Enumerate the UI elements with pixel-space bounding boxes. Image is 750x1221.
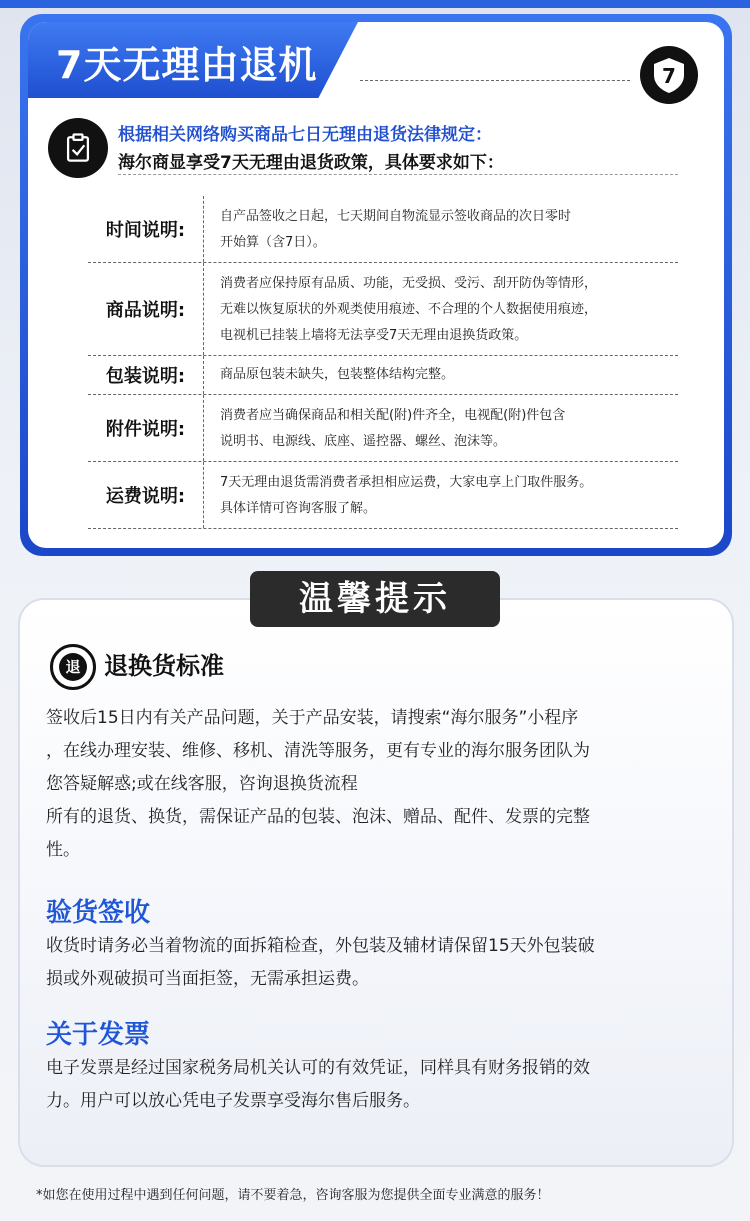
text-line: 收货时请务必当着物流的面拆箱检查，外包装及辅材请保留15天外包装破 — [46, 936, 595, 956]
invoice-text — [46, 1052, 716, 1118]
table-row — [88, 395, 678, 462]
row-text — [204, 395, 678, 461]
row-line: 电视机已挂装上墙将无法享受7天无理由退换货政策。 — [220, 328, 528, 343]
row-line: 自产品签收之日起，七天期间自物流显示签收商品的次日零时 — [220, 209, 572, 224]
row-label: 商品说明: — [88, 263, 204, 355]
table-row — [88, 263, 678, 356]
return-badge-icon — [50, 644, 96, 690]
row-line: 商品原包装未缺失，包装整体结构完整。 — [220, 367, 455, 382]
table-row — [88, 356, 678, 395]
return-standard-text — [46, 702, 716, 867]
clipboard-check-icon — [48, 118, 108, 178]
text-line: 您答疑解惑;或在线客服，咨询退换货流程 — [46, 774, 358, 794]
row-line: 说明书、电源线、底座、遥控器、螺丝、泡沫等。 — [220, 434, 507, 449]
table-row — [88, 462, 678, 529]
invoice-title: 关于发票 — [46, 1020, 151, 1050]
inspect-title: 验货签收 — [46, 898, 151, 928]
tips-header: 温馨提示 — [250, 571, 500, 627]
seven-day-shield-icon — [640, 46, 698, 104]
title-divider — [360, 80, 630, 81]
row-text — [204, 196, 678, 262]
row-line: 7天无理由退货需消费者承担相应运费，大家电享上门取件服务。 — [220, 475, 593, 490]
text-line: 损或外观破损可当面拒签，无需承担运费。 — [46, 969, 369, 989]
text-line: 签收后15日内有关产品问题，关于产品安装，请搜索“海尔服务”小程序 — [46, 708, 579, 728]
return-standard-title: 退换货标准 — [104, 652, 224, 680]
row-line: 具体详情可咨询客服了解。 — [220, 501, 377, 516]
inspect-text — [46, 930, 716, 996]
tips-card — [20, 600, 732, 1165]
row-text — [204, 263, 678, 355]
row-label: 运费说明: — [88, 462, 204, 528]
row-label: 时间说明: — [88, 196, 204, 262]
policy-intro-law: 根据相关网络购买商品七日无理由退货法律规定： — [118, 125, 492, 145]
row-line: 消费者应当确保商品和相关配(附)件齐全，电视配(附)件包含 — [220, 408, 566, 423]
row-label: 附件说明: — [88, 395, 204, 461]
row-label: 包装说明: — [88, 356, 204, 394]
policy-card-body — [28, 22, 724, 548]
table-row — [88, 196, 678, 263]
row-text — [204, 356, 678, 394]
policy-card — [20, 14, 732, 556]
row-line: 无难以恢复原状的外观类使用痕迹、不合理的个人数据使用痕迹， — [220, 302, 598, 317]
top-strip — [0, 0, 750, 8]
policy-table — [88, 196, 678, 529]
footnote: *如您在使用过程中遇到任何问题，请不要着急，咨询客服为您提供全面专业满意的服务！ — [36, 1188, 550, 1203]
row-line: 开始算（含7日）。 — [220, 235, 326, 250]
text-line: ，在线办理安装、维修、移机、清洗等服务，更有专业的海尔服务团队为 — [46, 741, 590, 761]
row-line: 消费者应保持原有品质、功能，无受损、受污、刮开防伪等情形， — [220, 276, 598, 291]
text-line: 性。 — [46, 840, 80, 860]
text-line: 力。用户可以放心凭电子发票享受海尔售后服务。 — [46, 1091, 420, 1111]
return-badge-char: 退 — [59, 653, 87, 681]
intro-divider — [118, 174, 678, 175]
policy-intro-detail: 海尔商显享受7天无理由退货政策，具体要求如下： — [118, 153, 504, 173]
badge-number: 7 — [662, 64, 676, 88]
text-line: 所有的退货、换货，需保证产品的包装、泡沫、赠品、配件、发票的完整 — [46, 807, 590, 827]
policy-title: 7天无理由退机 — [56, 43, 318, 87]
row-text — [204, 462, 678, 528]
text-line: 电子发票是经过国家税务局机关认可的有效凭证，同样具有财务报销的效 — [46, 1058, 590, 1078]
